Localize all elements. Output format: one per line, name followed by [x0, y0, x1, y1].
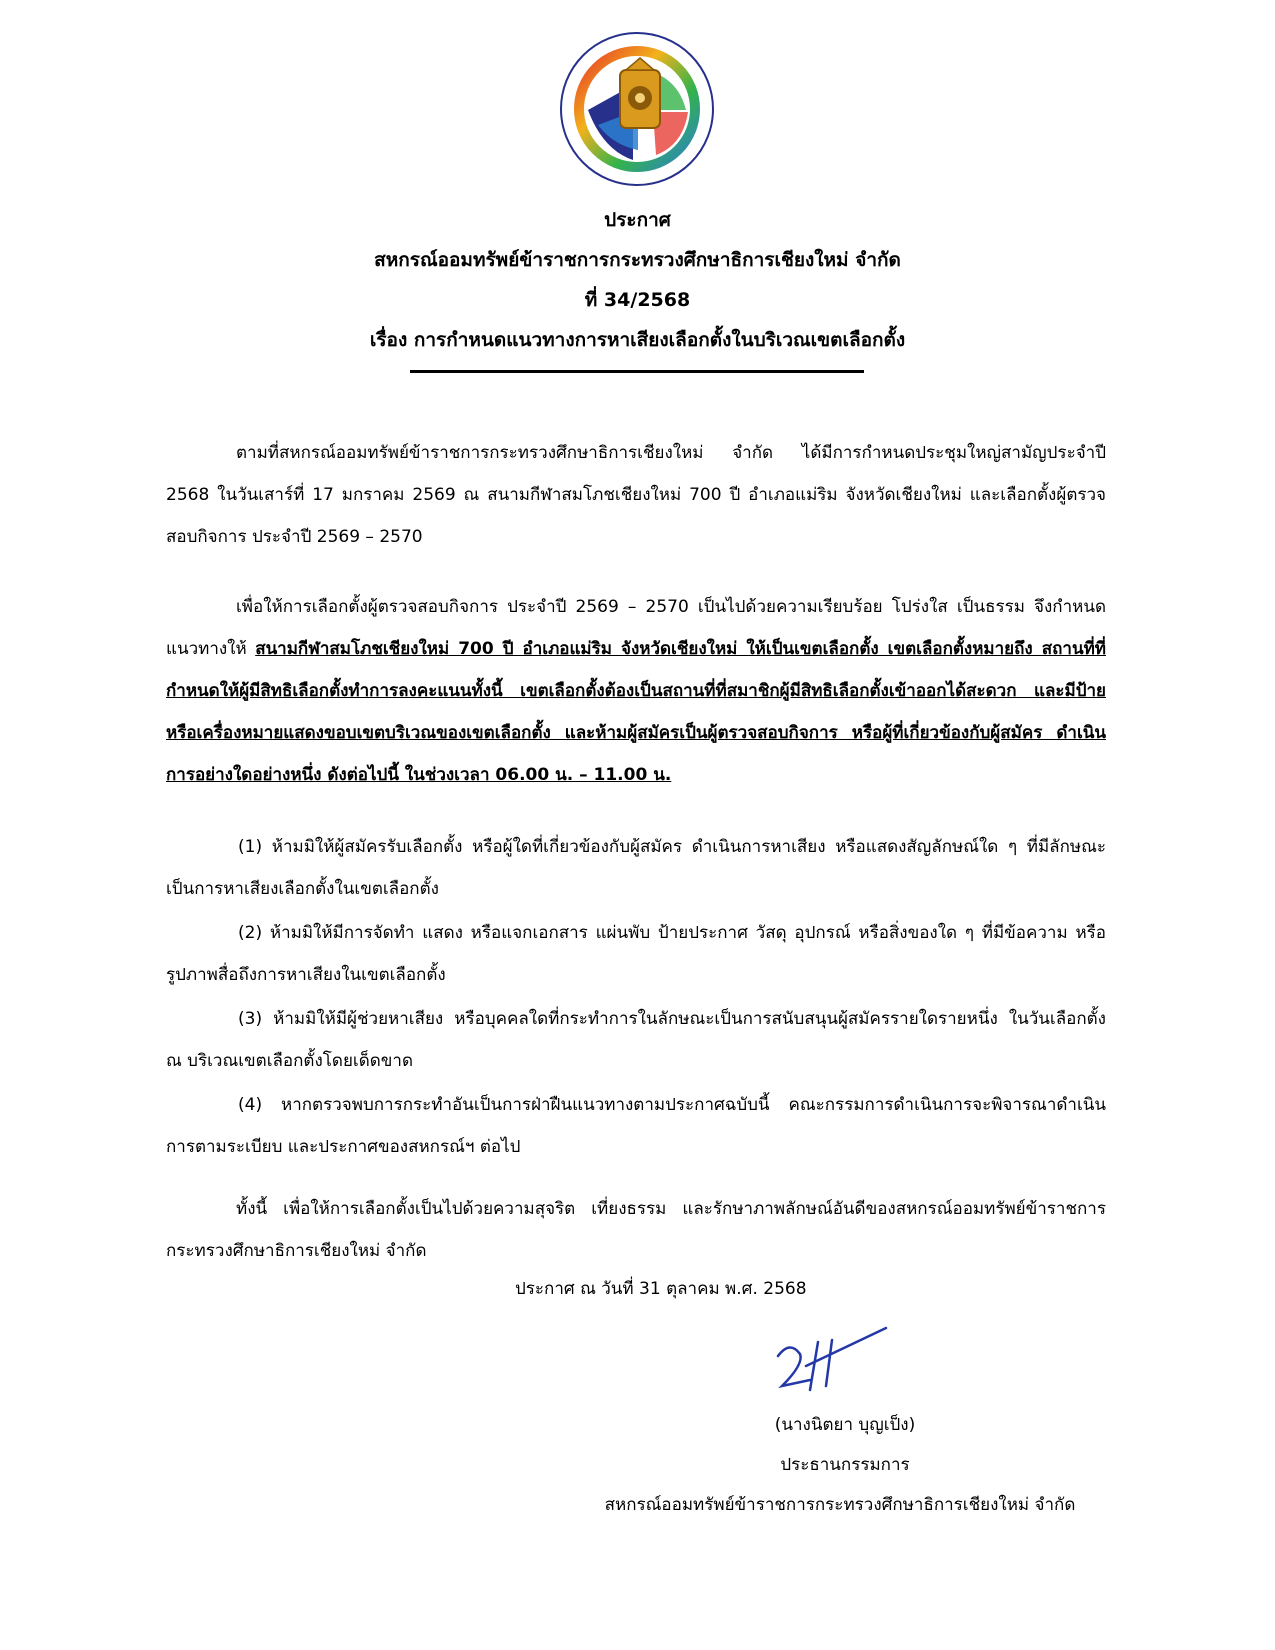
rule-item-4: (4) หากตรวจพบการกระทำอันเป็นการฝ่าฝืนแนวทางตามประกาศฉบับนี้ คณะกรรมการดำเนินการจะพิจารณาดำเนินการตามระเบียบ และประกาศของสหกรณ์ฯ ต่อไป — [166, 1095, 1106, 1157]
signature — [770, 1320, 890, 1400]
rule-item-1: (1) ห้ามมิให้ผู้สมัครรับเลือกตั้ง หรือผู้ใดที่เกี่ยวข้องกับผู้สมัคร ดำเนินการหาเสียง หรือแสดงสัญลักษณ์ใด ๆ ที่มีลักษณะเป็นการหาเสียงเลือกตั้งในเขตเลือกตั้ง — [166, 837, 1106, 899]
paragraph-guideline-emphasis: สนามกีฬาสมโภชเชียงใหม่ 700 ปี อำเภอแม่ริม จังหวัดเชียงใหม่ ให้เป็นเขตเลือกตั้ง เขตเลือกตั้งหมายถึง สถานที่ที่กำหนดให้ผู้มีสิทธิเลือกตั้งทำการลงคะแนนทั้งนี้ เขตเลือกตั้งต้องเป็นสถานที่ที่สมาชิกผู้มีสิทธิเลือกตั้งเข้าออกได้สะดวก และมีป้ายหรือเครื่องหมายแสดงขอบเขตบริเวณของเขตเลือกตั้ง และห้ามผู้สมัครเป็นผู้ตรวจสอบกิจการ หรือผู้ที่เกี่ยวข้องกับผู้สมัคร ดำเนินการอย่างใดอย่างหนึ่ง ดังต่อไปนี้ ในช่วงเวลา 06.00 น. – 11.00 น. — [166, 639, 1106, 785]
logo-emblem-icon — [558, 30, 716, 188]
announcement-title: ประกาศ — [604, 209, 671, 231]
paragraph-intro: ตามที่สหกรณ์ออมทรัพย์ข้าราชการกระทรวงศึกษาธิการเชียงใหม่ จำกัด ได้มีการกำหนดประชุมใหญ่สามัญประจำปี 2568 ในวันเสาร์ที่ 17 มกราคม 2569 ณ สนามกีฬาสมโภชเชียงใหม่ 700 ปี อำเภอแม่ริม จังหวัดเชียงใหม่ และเลือกตั้งผู้ตรวจสอบกิจการ ประจำปี 2569 – 2570 — [166, 443, 1106, 547]
paragraph-closing: ทั้งนี้ เพื่อให้การเลือกตั้งเป็นไปด้วยความสุจริต เที่ยงธรรม และรักษาภาพลักษณ์อันดีของสหกรณ์ออมทรัพย์ข้าราชการกระทรวงศึกษาธิการเชียงใหม่ จำกัด — [166, 1199, 1106, 1261]
announcement-subject: เรื่อง การกำหนดแนวทางการหาเสียงเลือกตั้งในบริเวณเขตเลือกตั้ง — [369, 329, 906, 351]
signature-icon — [770, 1320, 890, 1400]
rule-item-3: (3) ห้ามมิให้มีผู้ช่วยหาเสียง หรือบุคคลใดที่กระทำการในลักษณะเป็นการสนับสนุนผู้สมัครรายใดรายหนึ่ง ในวันเลือกตั้ง ณ บริเวณเขตเลือกตั้งโดยเด็ดขาด — [166, 1009, 1106, 1071]
cooperative-logo — [558, 30, 716, 188]
rule-item-2: (2) ห้ามมิให้มีการจัดทำ แสดง หรือแจกเอกสาร แผ่นพับ ป้ายประกาศ วัสดุ อุปกรณ์ หรือสิ่งของใด ๆ ที่มีข้อความ หรือรูปภาพสื่อถึงการหาเสียงในเขตเลือกตั้ง — [166, 923, 1106, 985]
paragraph-guideline — [166, 586, 1106, 796]
signer-position: ประธานกรรมการ — [780, 1455, 910, 1475]
signer-organization: สหกรณ์ออมทรัพย์ข้าราชการกระทรวงศึกษาธิการเชียงใหม่ จำกัด — [604, 1495, 1076, 1515]
organization-name-header: สหกรณ์ออมทรัพย์ข้าราชการกระทรวงศึกษาธิการเชียงใหม่ จำกัด — [374, 249, 901, 271]
announcement-number: ที่ 34/2568 — [584, 289, 691, 311]
signer-name: (นางนิตยา บุญเป็ง) — [774, 1415, 916, 1435]
paragraph-guideline-lead: เพื่อให้การเลือกตั้งผู้ตรวจสอบกิจการ ประจำปี 2569 – 2570 เป็นไปด้วยความเรียบร้อย โปร่งใส เป็นธรรม จึงกำหนดแนวทางให้ — [166, 597, 1106, 659]
announcement-date: ประกาศ ณ วันที่ 31 ตุลาคม พ.ศ. 2568 — [515, 1279, 807, 1299]
header-divider — [410, 370, 864, 373]
